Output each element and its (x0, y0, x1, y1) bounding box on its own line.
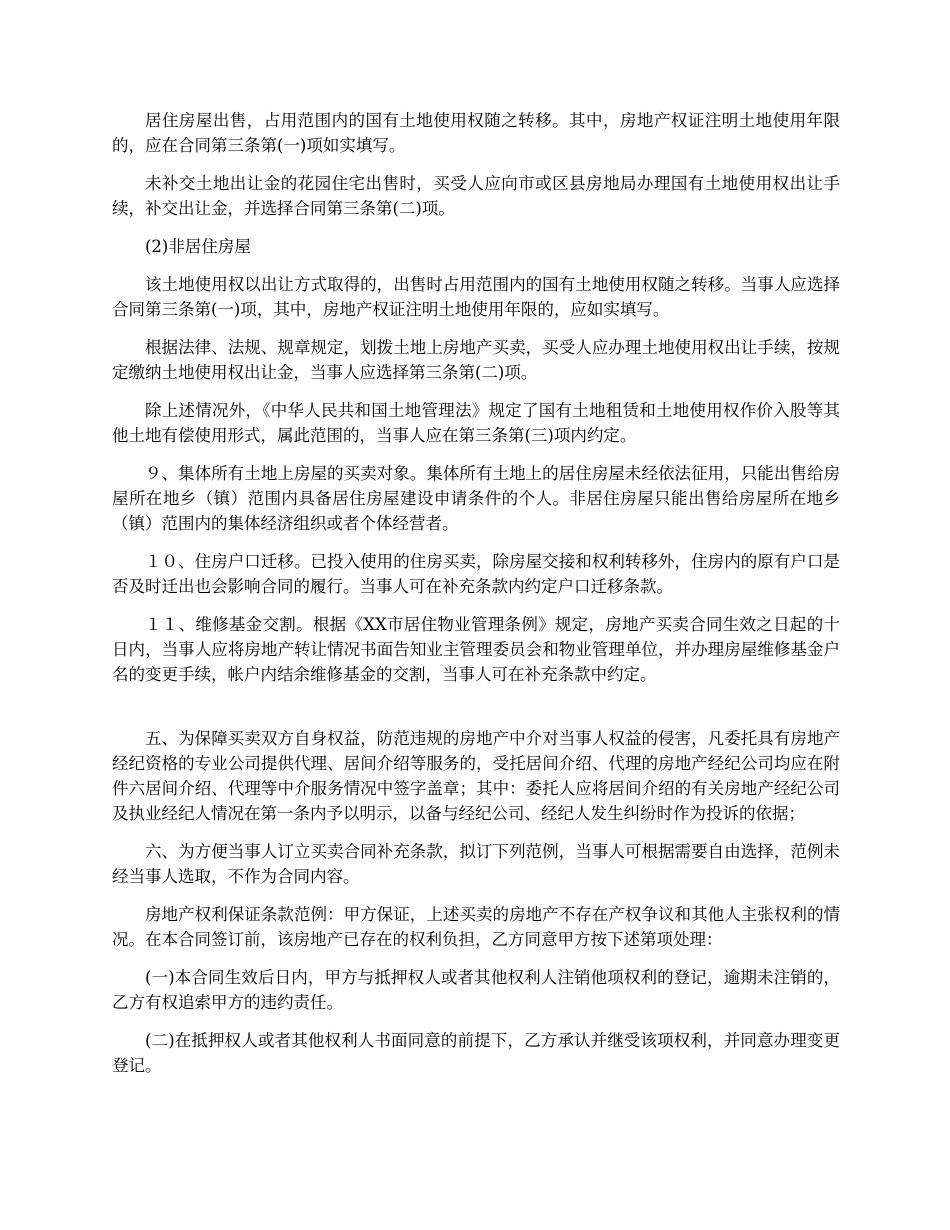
paragraph-item-11: １１、维修基金交割。根据《XX市居住物业管理条例》规定，房地产买卖合同生效之日起的十日内，当事人应将房地产转让情况书面告知业主管理委员会和物业管理单位，并办理房屋维修基金户名的变更手续，帐户内结余维修基金的交割，当事人可在补充条款中约定。 (112, 615, 840, 684)
paragraph-allocated-land: 根据法律、法规、规章规定，划拨土地上房地产买卖，买受人应办理土地使用权出让手续，按规定缴纳土地使用权出让金，当事人应选择第三条第(二)项。 (112, 338, 840, 382)
paragraph-residential-sale: 居住房屋出售，占用范围内的国有土地使用权随之转移。其中，房地产权证注明土地使用年限的，应在合同第三条第(一)项如实填写。 (112, 111, 840, 155)
paragraph-option-1: (一)本合同生效后日内，甲方与抵押权人或者其他权利人注销他项权利的登记，逾期未注销的，乙方有权追索甲方的违约责任。 (112, 968, 840, 1012)
paragraph-non-residential-heading: (2)非居住房屋 (145, 237, 251, 256)
document-page (112, 108, 840, 1091)
section-spacer (112, 700, 840, 726)
paragraph-option-2: (二)在抵押权人或者其他权利人书面同意的前提下，乙方承认并继受该项权利，并同意办理变更登记。 (112, 1031, 840, 1075)
paragraph-item-9: ９、集体所有土地上房屋的买卖对象。集体所有土地上的居住房屋未经依法征用，只能出售给房屋所在地乡（镇）范围内具备居住房屋建设申请条件的个人。非居住房屋只能出售给房屋所在地乡（镇）范围内的集体经济组织或者个体经营者。 (112, 464, 840, 533)
paragraph-other-land-use: 除上述情况外，《中华人民共和国土地管理法》规定了国有土地租赁和土地使用权作价入股等其他土地有偿使用形式，属此范围的，当事人应在第三条第(三)项内约定。 (112, 401, 840, 445)
paragraph-section-5: 五、为保障买卖双方自身权益，防范违规的房地产中介对当事人权益的侵害，凡委托具有房地产经纪资格的专业公司提供代理、居间介绍等服务的，受托居间介绍、代理的房地产经纪公司均应在附件六居间介绍、代理等中介服务情况中签字盖章；其中：委托人应将居间介绍的有关房地产经纪公司及执业经纪人情况在第一条内予以明示，以备与经纪公司、经纪人发生纠纷时作为投诉的依据； (112, 729, 840, 823)
paragraph-garden-house: 未补交土地出让金的花园住宅出售时，买受人应向市或区县房地局办理国有土地使用权出让手续，补交出让金，并选择合同第三条第(二)项。 (112, 174, 840, 218)
paragraph-warranty-clause: 房地产权利保证条款范例：甲方保证，上述买卖的房地产不存在产权争议和其他人主张权利的情况。在本合同签订前，该房地产已存在的权利负担，乙方同意甲方按下述第项处理： (112, 905, 840, 949)
paragraph-item-10: １０、住房户口迁移。已投入使用的住房买卖，除房屋交接和权利转移外，住房内的原有户口是否及时迁出也会影响合同的履行。当事人可在补充条款内约定户口迁移条款。 (112, 552, 840, 596)
paragraph-section-6: 六、为方便当事人订立买卖合同补充条款，拟订下列范例，当事人可根据需要自由选择，范例未经当事人选取，不作为合同内容。 (112, 842, 840, 886)
paragraph-transfer-land: 该土地使用权以出让方式取得的，出售时占用范围内的国有土地使用权随之转移。当事人应选择合同第三条第(一)项，其中，房地产权证注明土地使用年限的，应如实填写。 (112, 275, 840, 319)
